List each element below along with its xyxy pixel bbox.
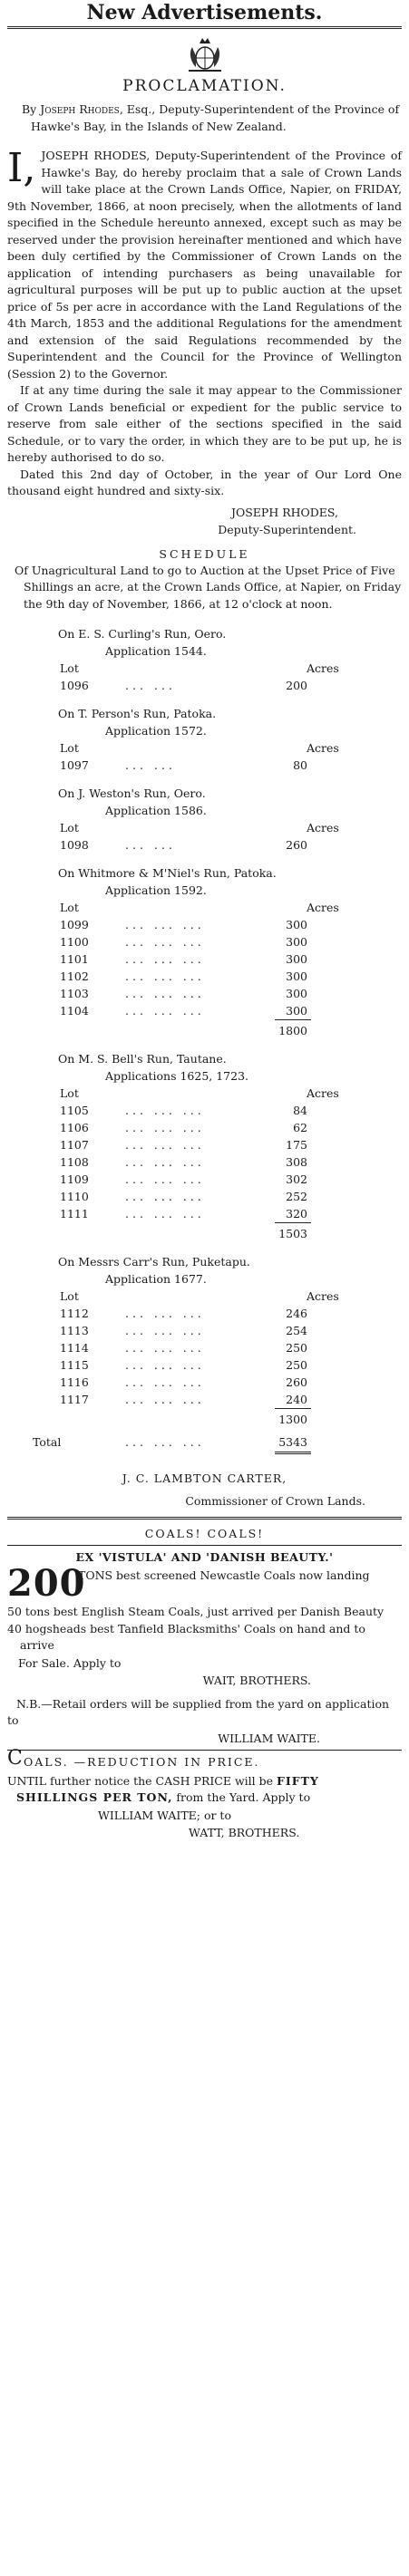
coals-firm: WAIT, BROTHERS. — [202, 1673, 311, 1687]
byline-name: Joseph Rhodes — [40, 102, 120, 116]
lot-row — [7, 1119, 402, 1136]
lot-column-header: Lot — [60, 1289, 79, 1303]
lot-row — [7, 916, 402, 933]
lot-row — [7, 757, 402, 774]
lot-acres: 246 — [286, 1307, 307, 1320]
schedule-title: SCHEDULE — [159, 546, 250, 561]
acres-column-header: Acres — [307, 1086, 339, 1100]
lot-dots: ... ... ... — [125, 1138, 205, 1152]
lot-row — [7, 1322, 402, 1339]
lot-row — [7, 933, 402, 950]
lot-header-row — [7, 899, 402, 916]
lot-acres: 308 — [286, 1155, 307, 1169]
lot-row — [7, 1391, 402, 1408]
lot-number: 1114 — [60, 1341, 89, 1355]
lot-header-row — [7, 660, 402, 677]
lot-dots: ... ... ... — [125, 1358, 205, 1372]
run-name: On Messrs Carr's Run, Puketapu. — [58, 1255, 250, 1269]
lot-number: 1097 — [60, 758, 89, 772]
lot-row — [7, 1339, 402, 1356]
lot-number: 1117 — [60, 1393, 89, 1406]
coals-big-text: TONS best screened Newcastle Coals now landing — [78, 1568, 370, 1582]
lot-row — [7, 1136, 402, 1153]
lot-number: 1116 — [60, 1375, 89, 1389]
officer-title: Commissioner of Crown Lands. — [185, 1494, 365, 1508]
lot-dots: ... ... ... — [125, 918, 205, 931]
lot-column-header: Lot — [60, 661, 79, 675]
lot-acres: 252 — [286, 1190, 307, 1203]
lot-acres: 300 — [286, 918, 307, 931]
lot-dots: ... ... ... — [125, 1341, 205, 1355]
lot-dots: ... ... ... — [125, 970, 205, 983]
proclamation-title: PROCLAMATION. — [122, 77, 287, 95]
lot-acres: 320 — [286, 1207, 307, 1220]
lot-dots: ... ... ... — [125, 1375, 205, 1389]
grand-total-row — [7, 1433, 402, 1455]
lot-acres: 300 — [286, 935, 307, 949]
run-total-row — [7, 1019, 402, 1039]
reduction-name-1: WILLIAM WAITE; or to — [98, 1808, 231, 1822]
lot-dots: ... ... — [125, 838, 176, 852]
section-divider — [7, 1517, 402, 1520]
run-application: Application 1572. — [105, 724, 207, 738]
notice-b: FIFTY SHILLINGS PER TON, — [16, 1773, 319, 1804]
lot-number: 1108 — [60, 1155, 89, 1169]
coals-rule — [7, 1545, 402, 1546]
lot-column-header: Lot — [60, 1086, 79, 1100]
lot-dots: ... ... ... — [125, 952, 205, 966]
section-header: New Advertisements. — [86, 1, 323, 24]
proclamation-body-second: If at any time during the sale it may appear to the Commissioner of Crown Lands beneficial or expedient for the public service to reserve from sale either of the sections specified in the said Schedule, or to vary the order, in which they are to be put up, he is hereby authorised to do so. — [7, 383, 402, 464]
coals-big-row — [7, 1562, 402, 1605]
body-first-text: JOSEPH RHODES, Deputy-Superintendent of the Province of Hawke's Bay, do hereby proclaim that a sale of Crown Lands will take place at the Crown Lands Office, Napier, on FRIDAY, 9th November, 1866, at noon precisely, when the allotments of land specified in the Schedule hereunto annexed, except such as may be reserved under the provision hereinafter mentioned and which have been duly certified by the Commissioner of Crown Lands on the application of intending purchasers as being unavailable for agricultural purposes will be put up to public auction at the upset price of 5s per acre in accordance with the Land Regulations of the 4th March, 1853 and the additional Regulations for the amendment and extension of the said Regulations recommended by the Superintendent and the Council for the Province of Wellington (Session 2) to the Governor. — [7, 149, 402, 381]
lot-acres: 200 — [286, 679, 307, 692]
signature-title: Deputy-Superintendent. — [218, 522, 356, 536]
proclamation-body-first — [7, 145, 402, 382]
run-total-value: 1800 — [278, 1024, 307, 1037]
lot-acres: 260 — [286, 1375, 307, 1389]
lot-number: 1096 — [60, 679, 89, 692]
lot-dots: ... ... ... — [125, 987, 205, 1000]
coals-for-sale: For Sale. Apply to — [18, 1655, 122, 1670]
lot-dots: ... ... ... — [125, 1393, 205, 1406]
reduction-notice — [7, 1773, 402, 1807]
run-total-row — [7, 1408, 402, 1428]
lot-row — [7, 985, 402, 1002]
lot-dots: ... ... — [125, 679, 176, 692]
grand-total-label: Total — [33, 1435, 62, 1449]
run-total-value: 1300 — [278, 1413, 307, 1426]
lot-row — [7, 1002, 402, 1019]
run-application: Application 1677. — [105, 1272, 207, 1286]
acres-column-header: Acres — [307, 661, 339, 675]
lot-number: 1109 — [60, 1172, 89, 1186]
grand-total-value: 5343 — [278, 1435, 307, 1449]
acres-column-header: Acres — [307, 901, 339, 914]
run-name: On E. S. Curling's Run, Oero. — [58, 627, 227, 641]
lot-number: 1106 — [60, 1121, 89, 1134]
acres-column-header: Acres — [307, 741, 339, 755]
schedule-run — [7, 785, 402, 854]
byline-prefix: By — [22, 102, 37, 116]
lot-row — [7, 950, 402, 968]
schedule-runs — [7, 625, 402, 1428]
lot-number: 1103 — [60, 987, 89, 1000]
signature: JOSEPH RHODES, — [230, 505, 338, 519]
lot-dots: ... ... ... — [125, 1155, 205, 1169]
lot-dots: ... ... ... — [125, 1121, 205, 1134]
lot-row — [7, 836, 402, 854]
lot-row — [7, 968, 402, 985]
lot-row — [7, 1305, 402, 1322]
coals-ships: EX 'VISTULA' AND 'DANISH BEAUTY.' — [75, 1550, 334, 1564]
lot-number: 1115 — [60, 1358, 89, 1372]
schedule-run — [7, 625, 402, 694]
lot-number: 1101 — [60, 952, 89, 966]
lot-number: 1111 — [60, 1207, 89, 1220]
schedule-run — [7, 1253, 402, 1428]
lot-number: 1113 — [60, 1324, 89, 1337]
lot-dots: ... ... ... — [125, 1190, 205, 1203]
reduction-title: OALS. —REDUCTION IN PRICE. — [24, 1754, 260, 1769]
schedule-run — [7, 1050, 402, 1242]
lot-dots: ... ... ... — [125, 1207, 205, 1220]
lot-number: 1110 — [60, 1190, 89, 1203]
run-total-rule — [275, 1222, 311, 1223]
reduction-dropcap: C — [7, 1746, 23, 1770]
coals-nb: N.B.—Retail orders will be supplied from the yard on application to — [7, 1696, 390, 1727]
run-application: Application 1544. — [105, 644, 207, 658]
lot-row — [7, 1153, 402, 1171]
run-name: On M. S. Bell's Run, Tautane. — [58, 1052, 227, 1066]
lot-dots: ... ... ... — [125, 1004, 205, 1018]
run-application: Application 1592. — [105, 883, 207, 897]
coals-line-3: 40 hogsheads best Tanfield Blacksmiths' Coals on hand and to arrive — [7, 1621, 365, 1652]
lot-acres: 80 — [293, 758, 307, 772]
lot-row — [7, 1171, 402, 1188]
lot-number: 1099 — [60, 918, 89, 931]
reduction-title-row — [7, 1746, 402, 1773]
coals-title: COALS! COALS! — [144, 1527, 265, 1540]
lot-dots: ... ... ... — [125, 1172, 205, 1186]
lot-acres: 84 — [293, 1104, 307, 1117]
lot-column-header: Lot — [60, 821, 79, 835]
lot-acres: 300 — [286, 952, 307, 966]
lot-row — [7, 677, 402, 694]
lot-header-row — [7, 1085, 402, 1102]
lot-row — [7, 1102, 402, 1119]
header-rule — [7, 26, 402, 29]
lot-dots: ... ... — [125, 758, 176, 772]
lot-row — [7, 1356, 402, 1374]
reduction-rule — [7, 1750, 402, 1751]
run-application: Applications 1625, 1723. — [105, 1069, 249, 1083]
royal-coat-of-arms-icon — [176, 34, 234, 72]
lot-acres: 62 — [293, 1121, 307, 1134]
coals-line-2: 50 tons best English Steam Coals, just arrived per Danish Beauty — [7, 1605, 385, 1618]
run-total-row — [7, 1222, 402, 1242]
grand-total-rule — [275, 1452, 311, 1454]
proclamation-dated: Dated this 2nd day of October, in the year of Our Lord One thousand eight hundred and sixty-six. — [7, 467, 402, 497]
grand-total-dots: ... ... ... — [125, 1435, 205, 1449]
run-total-rule — [275, 1408, 311, 1409]
lot-row — [7, 1188, 402, 1205]
run-name: On J. Weston's Run, Oero. — [58, 786, 206, 800]
lot-number: 1100 — [60, 935, 89, 949]
acres-column-header: Acres — [307, 821, 339, 835]
lot-acres: 254 — [286, 1324, 307, 1337]
lot-column-header: Lot — [60, 901, 79, 914]
lot-acres: 300 — [286, 970, 307, 983]
schedule-intro: Of Unagricultural Land to go to Auction at the Upset Price of Five Shillings an acre, at the Crown Lands Office, at Napier, on Friday the 9th day of November, 1866, at 12 o'clock at noon. — [15, 563, 402, 611]
run-total-rule — [275, 1019, 311, 1020]
lot-acres: 175 — [286, 1138, 307, 1152]
lot-number: 1104 — [60, 1004, 89, 1018]
lot-dots: ... ... ... — [125, 1307, 205, 1320]
coals-big-number: 200 — [7, 1562, 86, 1605]
lot-dots: ... ... ... — [125, 935, 205, 949]
lot-acres: 260 — [286, 838, 307, 852]
lot-acres: 240 — [286, 1393, 307, 1406]
notice-c: from the Yard. Apply to — [176, 1790, 311, 1804]
dropcap: I, — [7, 145, 36, 191]
acres-column-header: Acres — [307, 1289, 339, 1303]
schedule-run — [7, 864, 402, 1039]
lot-header-row — [7, 1288, 402, 1305]
lot-number: 1105 — [60, 1104, 89, 1117]
lot-acres: 250 — [286, 1341, 307, 1355]
run-name: On Whitmore & M'Niel's Run, Patoka. — [58, 866, 277, 880]
run-total-value: 1503 — [278, 1227, 307, 1240]
lot-acres: 250 — [286, 1358, 307, 1372]
lot-row — [7, 1374, 402, 1391]
lot-acres: 302 — [286, 1172, 307, 1186]
lot-column-header: Lot — [60, 741, 79, 755]
byline-rest: , Esq., Deputy-Superintendent of the Province of Hawke's Bay, in the Islands of New Zealand. — [31, 102, 400, 133]
lot-header-row — [7, 819, 402, 836]
lot-dots: ... ... ... — [125, 1324, 205, 1337]
lot-dots: ... ... ... — [125, 1104, 205, 1117]
coals-waite: WILLIAM WAITE. — [218, 1731, 320, 1745]
lot-number: 1102 — [60, 970, 89, 983]
reduction-name-2: WATT, BROTHERS. — [189, 1825, 300, 1839]
lot-acres: 300 — [286, 987, 307, 1000]
lot-number: 1107 — [60, 1138, 89, 1152]
schedule-run — [7, 705, 402, 774]
lot-number: 1112 — [60, 1307, 89, 1320]
lot-number: 1098 — [60, 838, 89, 852]
lot-row — [7, 1205, 402, 1222]
officer-name: J. C. LAMBTON CARTER, — [122, 1471, 287, 1485]
run-name: On T. Person's Run, Patoka. — [58, 707, 217, 720]
proclamation-byline — [7, 101, 402, 135]
notice-a: UNTIL further notice the CASH PRICE will be — [7, 1773, 274, 1788]
lot-acres: 300 — [286, 1004, 307, 1018]
run-application: Application 1586. — [105, 804, 207, 817]
lot-header-row — [7, 739, 402, 757]
